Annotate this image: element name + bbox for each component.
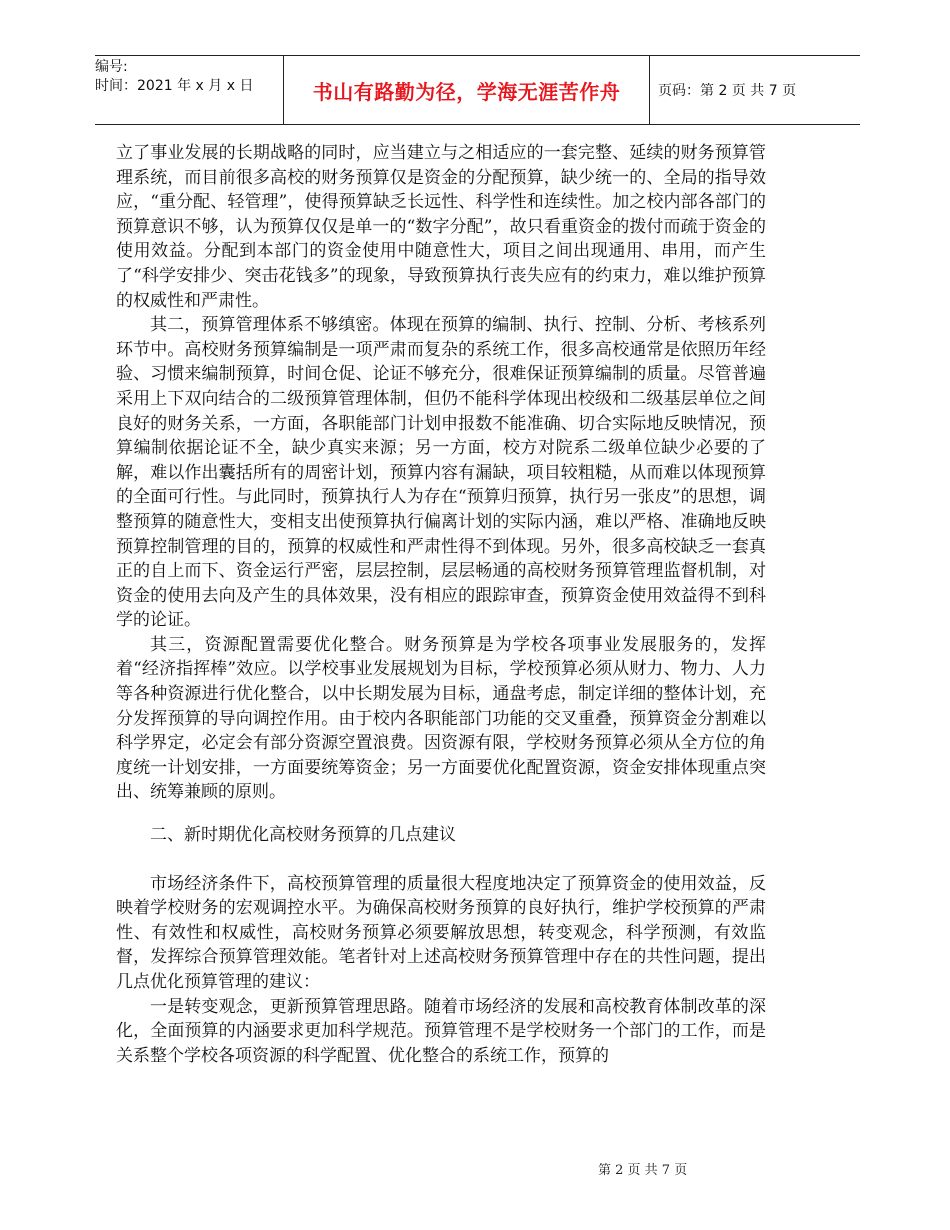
body-paragraph: 其三，资源配置需要优化整合。财务预算是为学校各项事业发展服务的，发挥着“经济指挥棒”效应。以学校事业发展规划为目标，学校预算必须从财力、物力、人力等各种资源进行优化整合，以中长期发展为目标，通盘考虑，制定详细的整体计划，充分发挥预算的导向调控作用。由于校内各职能部门功能的交叉重叠，预算资金分割难以科学界定，必定会有部分资源空置浪费。因资源有限，学校财务预算必须从全方位的角度统一计划安排，一方面要统筹资金；另一方面要优化配置资源，资金安排体现重点突出、统筹兼顾的原则。 [116,634,766,803]
section-heading: 二、新时期优化高校财务预算的几点建议 [150,825,456,846]
document-body [116,141,766,1068]
header-motto: 书山有路勤为径，学海无涯苦作舟 [283,56,650,124]
body-paragraph: 一是转变观念，更新预算管理思路。随着市场经济的发展和高校教育体制改革的深化，全面预算的内涵要求更加科学规范。预算管理不是学校财务一个部门的工作，而是关系整个学校各项资源的科学配置、优化整合的系统工作，预算的 [116,996,766,1066]
body-paragraph: 其二，预算管理体系不够缜密。体现在预算的编制、执行、控制、分析、考核系列环节中。高校财务预算编制是一项严肃而复杂的系统工作，很多高校通常是依照历年经验、习惯来编制预算，时间仓促、论证不够充分，很难保证预算编制的质量。尽管普遍采用上下双向结合的二级预算管理体制，但仍不能科学体现出校级和二级基层单位之间良好的财务关系，一方面，各职能部门计划申报数不能准确、切合实际地反映情况，预算编制依据论证不全，缺少真实来源；另一方面，校方对院系二级单位缺少必要的了解，难以作出囊括所有的周密计划，预算内容有漏缺，项目较粗糙，从而难以体现预算的全面可行性。与此同时，预算执行人为存在“预算归预算，执行另一张皮”的思想，调整预算的随意性大，变相支出使预算执行偏离计划的实际内涵，难以严格、准确地反映预算控制管理的目的，预算的权威性和严肃性得不到体现。另外，很多高校缺乏一套真正的自上而下、资金运行严密，层层控制，层层畅通的高校财务预算管理监督机制，对资金的使用去向及产生的具体效果，没有相应的跟踪审查，预算资金使用效益得不到科学的论证。 [116,315,766,631]
body-paragraph: 立了事业发展的长期战略的同时，应当建立与之相适应的一套完整、延续的财务预算管理系统，而目前很多高校的财务预算仅是资金的分配预算，缺少统一的、全局的指导效应，“重分配、轻管理”，使得预算缺乏长远性、科学性和连续性。加之校内部各部门的预算意识不够，认为预算仅仅是单一的“数字分配”，故只看重资金的拨付而疏于资金的使用效益。分配到本部门的资金使用中随意性大，项目之间出现通用、串用，而产生了“科学安排少、突击花钱多”的现象，导致预算执行丧失应有的约束力，难以维护预算的权威性和严肃性。 [116,143,766,311]
header-meta [95,56,283,124]
document-number-label: 编号: [95,59,128,75]
body-paragraph: 市场经济条件下，高校预算管理的质量很大程度地决定了预算资金的使用效益，反映着学校财务的宏观调控水平。为确保高校财务预算的良好执行，维护学校预算的严肃性、有效性和权威性，高校财务预算必须要解放思想，转变观念，科学预测，有效监督，发挥综合预算管理效能。笔者针对上述高校财务预算管理中存在的共性问题，提出几点优化预算管理的建议： [116,873,766,992]
page-footer: 第 2 页 共 7 页 [598,1163,688,1178]
page-header [95,55,860,125]
document-time: 时间：2021 年 x 月 x 日 [95,78,254,94]
header-page-info: 页码：第 2 页 共 7 页 [658,83,797,99]
